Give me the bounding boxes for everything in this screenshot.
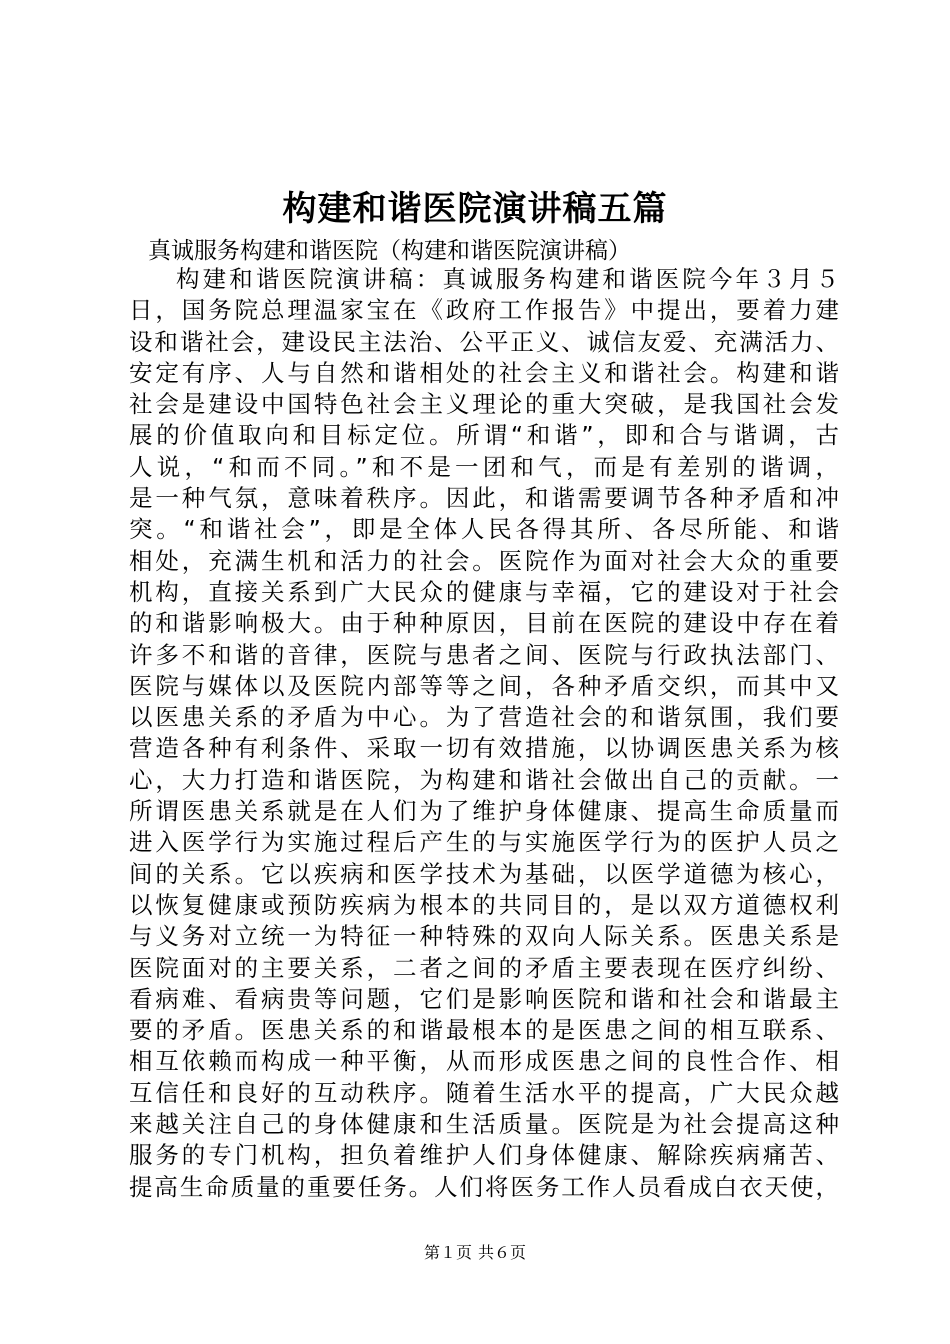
page-footer (0, 1242, 950, 1264)
body-line: 的和谐影响极大。由于种种原因，目前在医院的建设中存在着 (129, 609, 839, 638)
body-line: 相处，充满生机和活力的社会。医院作为面对社会大众的重要 (129, 546, 839, 575)
body-line: 设和谐社会，建设民主法治、公平正义、诚信友爱、充满活力、 (129, 327, 839, 356)
document-subtitle: 真诚服务构建和谐医院（构建和谐医院演讲稿） (148, 238, 631, 264)
body-line: 间的关系。它以疾病和医学技术为基础，以医学道德为核心， (129, 859, 839, 888)
body-line: 日，国务院总理温家宝在《政府工作报告》中提出，要着力建 (129, 296, 839, 325)
document-title: 构建和谐医院演讲稿五篇 (282, 189, 668, 229)
body-line: 心，大力打造和谐医院，为构建和谐社会做出自己的贡献。一 (129, 765, 839, 794)
body-line: 机构，直接关系到广大民众的健康与幸福，它的建设对于社会 (129, 577, 839, 606)
body-line: 相互依赖而构成一种平衡，从而形成医患之间的良性合作、相 (129, 1047, 839, 1076)
body-line: 服务的专门机构，担负着维护人们身体健康、解除疾病痛苦、 (129, 1141, 839, 1170)
body-line: 医院面对的主要关系，二者之间的矛盾主要表现在医疗纠纷、 (129, 953, 839, 982)
body-line: 以医患关系的矛盾为中心。为了营造社会的和谐氛围，我们要 (129, 703, 839, 732)
body-line: 以恢复健康或预防疾病为根本的共同目的，是以双方道德权利 (129, 890, 839, 919)
body-line: 人说，“和而不同。”和不是一团和气，而是有差别的谐调， (129, 452, 839, 481)
page-number-current: 第１页 (423, 1243, 472, 1262)
body-line: 与义务对立统一为特征一种特殊的双向人际关系。医患关系是 (129, 922, 839, 951)
body-line: 突。“和谐社会”，即是全体人民各得其所、各尽所能、和谐 (129, 515, 839, 544)
body-line: 构建和谐医院演讲稿：真诚服务构建和谐医院今年３月５ (176, 265, 839, 293)
document-body (129, 264, 839, 1203)
body-line: 营造各种有利条件、采取一切有效措施，以协调医患关系为核 (129, 734, 839, 763)
body-line: 是一种气氛，意味着秩序。因此，和谐需要调节各种矛盾和冲 (129, 484, 839, 513)
body-line: 进入医学行为实施过程后产生的与实施医学行为的医护人员之 (129, 828, 839, 857)
body-line: 医院与媒体以及医院内部等等之间，各种矛盾交织，而其中又 (129, 671, 839, 700)
body-line: 要的矛盾。医患关系的和谐最根本的是医患之间的相互联系、 (129, 1016, 839, 1045)
body-line: 展的价值取向和目标定位。所谓“和谐”，即和合与谐调，古 (129, 421, 839, 450)
body-line: 所谓医患关系就是在人们为了维护身体健康、提高生命质量而 (129, 797, 839, 826)
body-line: 看病难、看病贵等问题，它们是影响医院和谐和社会和谐最主 (129, 984, 839, 1013)
body-line: 安定有序、人与自然和谐相处的社会主义和谐社会。构建和谐 (129, 358, 839, 387)
body-line: 社会是建设中国特色社会主义理论的重大突破，是我国社会发 (129, 390, 839, 419)
page-number-total: 共６页 (478, 1243, 527, 1262)
body-line: 互信任和良好的互动秩序。随着生活水平的提高，广大民众越 (129, 1078, 839, 1107)
body-line: 来越关注自己的身体健康和生活质量。医院是为社会提高这种 (129, 1110, 839, 1139)
body-line: 许多不和谐的音律，医院与患者之间、医院与行政执法部门、 (129, 640, 839, 669)
body-line: 提高生命质量的重要任务。人们将医务工作人员看成白衣天使， (129, 1172, 839, 1201)
